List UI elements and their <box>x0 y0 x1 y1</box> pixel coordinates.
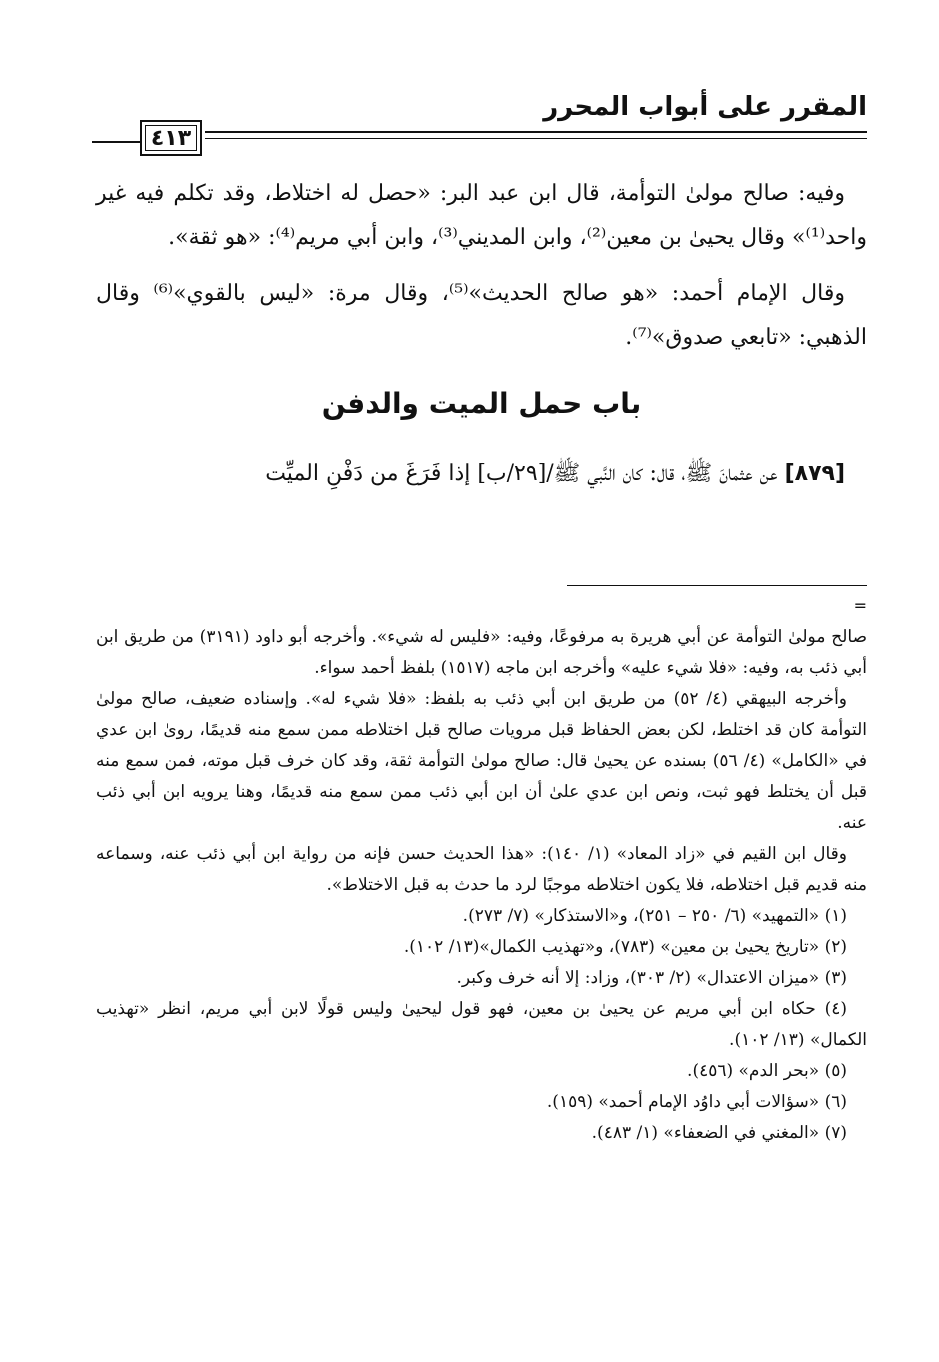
body-paragraph: وقال الإمام أحمد: «هو صالح الحديث»⁽⁵⁾، وقال مرة: «ليس بالقوي»⁽⁶⁾ وقال الذهبي: «تابعي صدوق»⁽⁷⁾. <box>96 281 867 350</box>
hadith-number: [٨٧٩] <box>784 461 845 486</box>
running-header-title: المقرر على أبواب المحرر <box>543 92 867 122</box>
footnote-item: (١) «التمهيد» (٦/ ٢٥٠ – ٢٥١)، و«الاستذكار» (٧/ ٢٧٣). <box>462 906 847 926</box>
footnote-continuation: وقال ابن القيم في «زاد المعاد» (١/ ١٤٠): «هذا الحديث حسن فإنه من رواية ابن أبي ذئب عنه، وسماعه منه قديم قبل اختلاطه، فلا يكون اختلاطه موجبًا لرد ما حدث به قبل الاختلاط». <box>96 844 867 895</box>
footnote-continuation: صالح مولىٰ التوأمة عن أبي هريرة به مرفوعًا، وفيه: «فليس له شيء». وأخرجه أبو داود (٣١٩١) من طريق ابن أبي ذئب به، وفيه: «فلا شيء عليه» وأخرجه ابن ماجه (١٥١٧) بلفظ أحمد سواء. <box>96 627 868 678</box>
header-rule <box>205 131 867 133</box>
page-number <box>140 120 202 156</box>
header-rule-left <box>92 141 140 143</box>
footnote-item: (٤) حكاه ابن أبي مريم عن يحيىٰ بن معين، فهو قول ليحيىٰ وليس قولًا لابن أبي مريم، انظر «تهذيب الكمال» (١٣/ ١٠٢). <box>96 999 867 1050</box>
footnote-continuation: وأخرجه البيهقي (٤/ ٥٢) من طريق ابن أبي ذئب به بلفظ: «فلا شيء له». وإسناده ضعيف، صالح مولىٰ التوأمة كان قد اختلط، لكن بعض الحفاظ قبل مرويات صالح قبل اختلاطه ممن سمع منه قديمًا، روىٰ ابن عدي في «الكامل» (٤/ ٥٦) بسنده عن يحيىٰ قال: صالح مولىٰ التوأمة ثقة، وقد كان خرف قبل موته، فمن سمع منه قبل أن يختلط فهو ثبت، ونص ابن عدي علىٰ أن ابن أبي ذئب ممن سمع منه قديمًا، وهنا يرويه ابن أبي ذئب عنه. <box>96 689 867 833</box>
header-rule-thin <box>205 138 867 139</box>
footnote-separator <box>567 585 867 586</box>
footnote-item: (٣) «ميزان الاعتدال» (٢/ ٣٠٣)، وزاد: إلا أنه خرف وكبر. <box>456 968 847 988</box>
body-paragraph: وفيه: صالح مولىٰ التوأمة، قال ابن عبد البر: «حصل له اختلاط، وقد تكلم فيه غير واحد⁽¹⁾» وقال يحيىٰ بن معين⁽²⁾، وابن المديني⁽³⁾، وابن أبي مريم⁽⁴⁾: «هو ثقة». <box>96 181 867 250</box>
footnote-continuation-mark: = <box>853 596 867 615</box>
footnote-item: (٥) «بحر الدم» (٤٥٦). <box>687 1061 847 1081</box>
footnote-item: (٧) «المغني في الضعفاء» (١/ ٤٨٣). <box>591 1123 847 1143</box>
hadith-paragraph <box>96 452 867 496</box>
footnote-item: (٦) «سؤالات أبي داوُد الإمام أحمد» (١٥٩). <box>546 1092 847 1112</box>
footnotes <box>96 622 867 1149</box>
main-text <box>96 172 867 508</box>
section-heading: باب حمل الميت والدفن <box>321 387 642 420</box>
hadith-text: عن عثمانَ ﷺ، قال: كان النَّبي ﷺ/[٢٩/ب] إذا فَرَغَ من دَفْنِ الميِّت <box>265 461 785 486</box>
page-number-text: ٤١٣ <box>150 125 192 151</box>
footnote-item: (٢) «تاريخ يحيىٰ بن معين» (٧٨٣)، و«تهذيب الكمال»(١٣/ ١٠٢). <box>403 937 847 957</box>
